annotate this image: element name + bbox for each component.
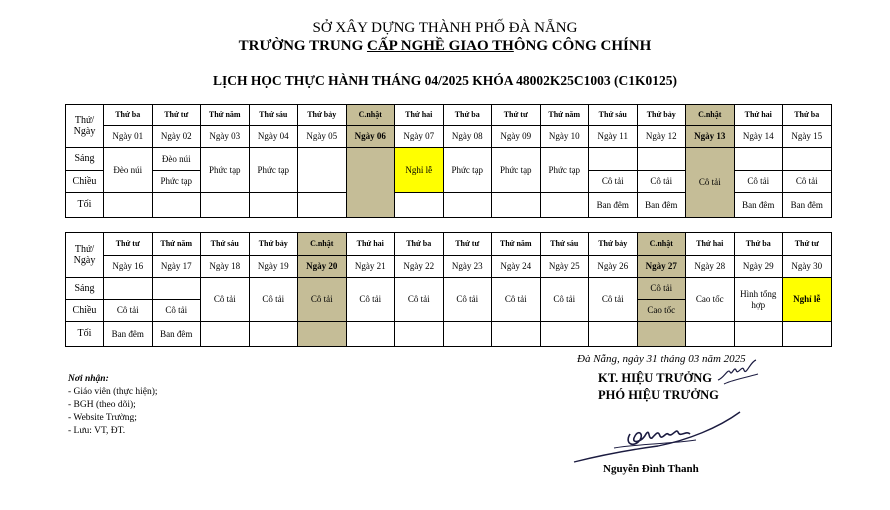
date-cell: Ngày 02	[152, 126, 201, 148]
thu-ngay-label: Thứ/ Ngày	[66, 233, 104, 278]
date-cell: Ngày 19	[249, 256, 298, 278]
session-cell	[152, 193, 201, 218]
weekday-cell: Thứ bảy	[249, 233, 298, 256]
session-cell	[589, 322, 638, 347]
session-cell	[201, 322, 250, 347]
initial-signature-icon	[716, 358, 760, 388]
weekday-cell-sunday: C.nhật	[346, 105, 395, 126]
signer-role-2: PHÓ HIỆU TRƯỞNG	[598, 388, 719, 402]
holiday-cell: Nghỉ lễ	[395, 148, 444, 193]
weekday-cell: Thứ năm	[540, 105, 589, 126]
handwritten-signature-icon	[568, 410, 748, 468]
session-cell: Cô tải	[637, 171, 686, 193]
weekday-cell: Thứ ba	[395, 233, 444, 256]
session-cell	[492, 322, 541, 347]
session-cell	[249, 322, 298, 347]
sunday-cell: Cô tải	[298, 278, 347, 322]
date-cell: Ngày 10	[540, 126, 589, 148]
date-cell: Ngày 29	[734, 256, 783, 278]
session-cell: Cô tải	[443, 278, 492, 322]
session-cell: Cô tải	[104, 300, 153, 322]
weekday-cell-sunday: C.nhật	[298, 233, 347, 256]
agency-name: SỞ XÂY DỰNG THÀNH PHỐ ĐÀ NẴNG	[312, 20, 578, 36]
session-cell: Cô tải	[589, 171, 638, 193]
weekday-cell: Thứ ba	[443, 105, 492, 126]
session-cell: Phức tạp	[249, 148, 298, 193]
date-cell-sunday: Ngày 13	[686, 126, 735, 148]
date-cell: Ngày 23	[443, 256, 492, 278]
weekday-cell: Thứ bảy	[298, 105, 347, 126]
weekday-cell-sunday: C.nhật	[686, 105, 735, 126]
date-cell: Ngày 09	[492, 126, 541, 148]
signer-role-1: KT. HIỆU TRƯỞNG	[598, 371, 713, 385]
date-cell-sunday: Ngày 20	[298, 256, 347, 278]
session-cell: Phức tạp	[152, 171, 201, 193]
session-cell: Phức tạp	[492, 148, 541, 193]
session-cell	[443, 322, 492, 347]
session-cell	[298, 148, 347, 193]
weekday-cell: Thứ ba	[734, 233, 783, 256]
weekday-cell: Thứ tư	[104, 233, 153, 256]
session-cell	[686, 322, 735, 347]
session-cell	[589, 148, 638, 171]
date-cell: Ngày 15	[783, 126, 832, 148]
weekday-cell: Thứ năm	[152, 233, 201, 256]
sunday-cell: Cô tải	[686, 148, 735, 218]
date-cell: Ngày 25	[540, 256, 589, 278]
session-cell	[492, 193, 541, 218]
weekday-cell: Thứ tư	[443, 233, 492, 256]
date-row	[66, 256, 832, 278]
date-cell: Ngày 18	[201, 256, 250, 278]
session-cell	[152, 278, 201, 300]
session-cell	[104, 278, 153, 300]
session-cell	[637, 148, 686, 171]
session-cell	[540, 193, 589, 218]
date-cell: Ngày 11	[589, 126, 638, 148]
recipient-item: - BGH (theo dõi);	[68, 400, 136, 410]
weekday-cell: Thứ năm	[201, 105, 250, 126]
date-cell: Ngày 05	[298, 126, 347, 148]
sunday-cell	[298, 322, 347, 347]
sunday-cell: Cô tải	[637, 278, 686, 300]
date-cell: Ngày 12	[637, 126, 686, 148]
weekday-cell: Thứ ba	[783, 105, 832, 126]
signer-name: Nguyễn Đình Thanh	[603, 463, 699, 475]
weekday-row	[66, 105, 832, 126]
session-cell: Phức tạp	[201, 148, 250, 193]
date-cell-sunday: Ngày 27	[637, 256, 686, 278]
date-cell: Ngày 30	[783, 256, 832, 278]
sunday-cell	[637, 322, 686, 347]
weekday-row	[66, 233, 832, 256]
date-cell: Ngày 14	[734, 126, 783, 148]
recipient-item: - Website Trường;	[68, 413, 137, 423]
session-cell	[395, 322, 444, 347]
recipient-item: - Lưu: VT, ĐT.	[68, 426, 126, 436]
session-cell: Cô tải	[152, 300, 201, 322]
morning-label: Sáng	[66, 278, 104, 300]
evening-row	[66, 322, 832, 347]
session-cell: Cô tải	[395, 278, 444, 322]
weekday-cell: Thứ tư	[783, 233, 832, 256]
weekday-cell: Thứ sáu	[589, 105, 638, 126]
session-cell: Cô tải	[249, 278, 298, 322]
session-cell: Ban đêm	[104, 322, 153, 347]
weekday-cell: Thứ sáu	[249, 105, 298, 126]
weekday-cell: Thứ bảy	[589, 233, 638, 256]
date-row	[66, 126, 832, 148]
school-name-part-3: ÔNG CÔNG CHÍNH	[513, 38, 652, 54]
date-cell: Ngày 01	[104, 126, 153, 148]
school-name-part-1: TRƯỜNG TRUNG	[238, 38, 367, 54]
schedule-table-2	[65, 232, 832, 347]
date-cell: Ngày 28	[686, 256, 735, 278]
date-cell: Ngày 08	[443, 126, 492, 148]
session-cell: Ban đêm	[589, 193, 638, 218]
session-cell	[346, 322, 395, 347]
session-cell	[783, 148, 832, 171]
session-cell	[298, 193, 347, 218]
weekday-cell: Thứ hai	[734, 105, 783, 126]
session-cell: Đèo núi	[104, 148, 153, 193]
session-cell	[734, 148, 783, 171]
session-cell: Ban đêm	[152, 322, 201, 347]
weekday-cell: Thứ hai	[346, 233, 395, 256]
date-cell: Ngày 17	[152, 256, 201, 278]
afternoon-label: Chiều	[66, 300, 104, 322]
school-name	[0, 38, 890, 55]
weekday-cell: Thứ bảy	[637, 105, 686, 126]
session-cell: Phức tạp	[443, 148, 492, 193]
session-cell	[395, 193, 444, 218]
sunday-cell: Cao tốc	[637, 300, 686, 322]
weekday-cell: Thứ hai	[686, 233, 735, 256]
session-cell: Cô tải	[201, 278, 250, 322]
session-cell: Cô tải	[783, 171, 832, 193]
sunday-cell	[346, 148, 395, 218]
date-cell-sunday: Ngày 06	[346, 126, 395, 148]
school-name-part-2: CẤP NGHỀ GIAO TH	[366, 38, 514, 54]
weekday-cell: Thứ hai	[395, 105, 444, 126]
recipients-title: Nơi nhận:	[68, 374, 109, 384]
weekday-cell: Thứ sáu	[201, 233, 250, 256]
session-cell: Cao tốc	[686, 278, 735, 322]
session-cell: Cô tải	[589, 278, 638, 322]
session-cell: Phức tạp	[540, 148, 589, 193]
session-cell	[734, 322, 783, 347]
session-cell: Hình tổng hợp	[734, 278, 783, 322]
session-cell: Cô tải	[492, 278, 541, 322]
session-cell	[443, 193, 492, 218]
date-cell: Ngày 24	[492, 256, 541, 278]
session-cell: Đèo núi	[152, 148, 201, 171]
weekday-cell: Thứ sáu	[540, 233, 589, 256]
session-cell	[540, 322, 589, 347]
holiday-cell: Nghỉ lễ	[783, 278, 832, 322]
weekday-cell: Thứ năm	[492, 233, 541, 256]
morning-row	[66, 148, 832, 171]
session-cell: Ban đêm	[734, 193, 783, 218]
session-cell: Ban đêm	[637, 193, 686, 218]
evening-label: Tối	[66, 193, 104, 218]
recipients-block	[68, 373, 158, 438]
schedule-title: LỊCH HỌC THỰC HÀNH THÁNG 04/2025 KHÓA 48002K25C1003 (C1K0125)	[212, 73, 678, 88]
date-cell: Ngày 22	[395, 256, 444, 278]
afternoon-label: Chiều	[66, 171, 104, 193]
session-cell: Cô tải	[346, 278, 395, 322]
morning-row	[66, 278, 832, 300]
date-cell: Ngày 04	[249, 126, 298, 148]
weekday-cell: Thứ ba	[104, 105, 153, 126]
date-cell: Ngày 16	[104, 256, 153, 278]
session-cell	[201, 193, 250, 218]
session-cell	[249, 193, 298, 218]
evening-label: Tối	[66, 322, 104, 347]
date-cell: Ngày 26	[589, 256, 638, 278]
weekday-cell-sunday: C.nhật	[637, 233, 686, 256]
date-cell: Ngày 21	[346, 256, 395, 278]
weekday-cell: Thứ tư	[492, 105, 541, 126]
place-date: Đà Nẵng, ngày 31 tháng 03 năm 2025	[577, 353, 746, 365]
session-cell: Cô tải	[734, 171, 783, 193]
recipient-item: - Giáo viên (thực hiện);	[68, 387, 158, 397]
session-cell: Ban đêm	[783, 193, 832, 218]
date-cell: Ngày 03	[201, 126, 250, 148]
date-cell: Ngày 07	[395, 126, 444, 148]
schedule-table-1	[65, 104, 832, 218]
thu-ngay-label: Thứ/ Ngày	[66, 105, 104, 148]
session-cell	[104, 193, 153, 218]
weekday-cell: Thứ tư	[152, 105, 201, 126]
session-cell: Cô tải	[540, 278, 589, 322]
morning-label: Sáng	[66, 148, 104, 171]
session-cell	[783, 322, 832, 347]
